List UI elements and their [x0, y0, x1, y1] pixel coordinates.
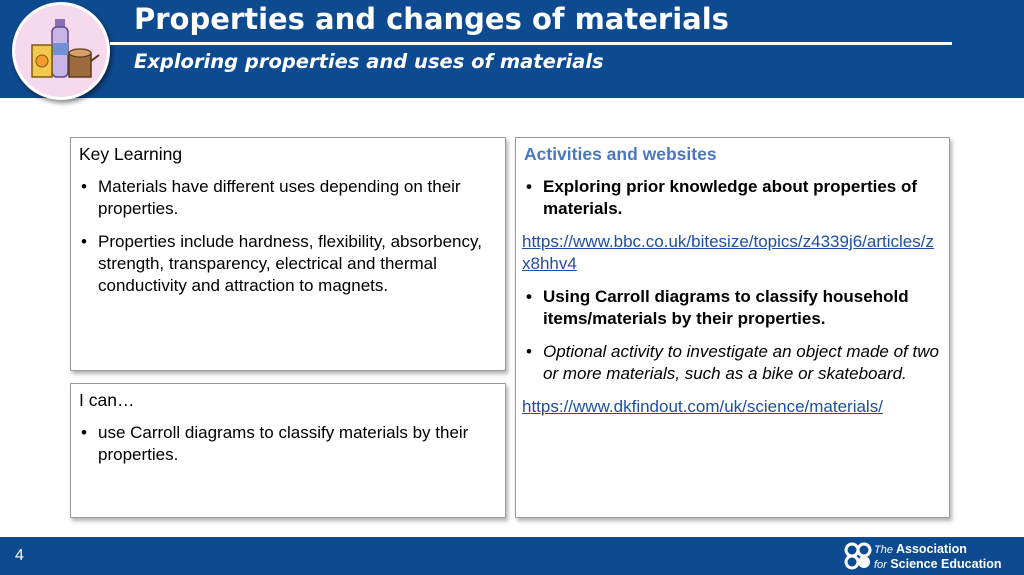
title-divider — [110, 42, 952, 45]
list-item: • Materials have different uses depending on their properties. — [81, 177, 461, 218]
list-item: • Optional activity to investigate an object made of two or more materials, such as a bike or skateboard. — [526, 342, 939, 383]
page-title: Properties and changes of materials — [134, 2, 729, 36]
i-can-box — [70, 383, 506, 518]
activities-list — [524, 176, 941, 220]
activities-heading: Activities and websites — [524, 144, 717, 164]
page-number: 4 — [15, 547, 24, 564]
list-item: • Exploring prior knowledge about properties of materials. — [526, 177, 918, 218]
key-learning-heading: Key Learning — [79, 144, 183, 164]
ase-logo-icon — [844, 542, 872, 570]
list-item: • Using Carroll diagrams to classify household items/materials by their properties. — [526, 287, 909, 328]
page-subtitle: Exploring properties and uses of materials — [134, 50, 604, 73]
list-item: • Properties include hardness, flexibility, absorbency, strength, transparency, electrical and thermal conductivity and attraction to magnets. — [81, 232, 482, 295]
key-learning-list — [79, 176, 497, 297]
materials-icon — [12, 2, 110, 100]
dkfindout-link[interactable]: https://www.dkfindout.com/uk/science/materials/ — [522, 397, 883, 416]
activities-box — [515, 137, 950, 518]
footer-bar — [0, 537, 1024, 575]
i-can-heading: I can… — [79, 390, 135, 410]
key-learning-box — [70, 137, 506, 371]
bbc-bitesize-link[interactable]: https://www.bbc.co.uk/bitesize/topics/z4339j6/articles/zx8hhv4 — [522, 232, 934, 273]
list-item: • use Carroll diagrams to classify materials by their properties. — [81, 423, 469, 464]
header-bar — [0, 0, 1024, 98]
ase-logo-text: The Association for Science Education — [874, 542, 1002, 571]
i-can-list — [79, 422, 497, 466]
ase-logo — [844, 540, 1019, 572]
